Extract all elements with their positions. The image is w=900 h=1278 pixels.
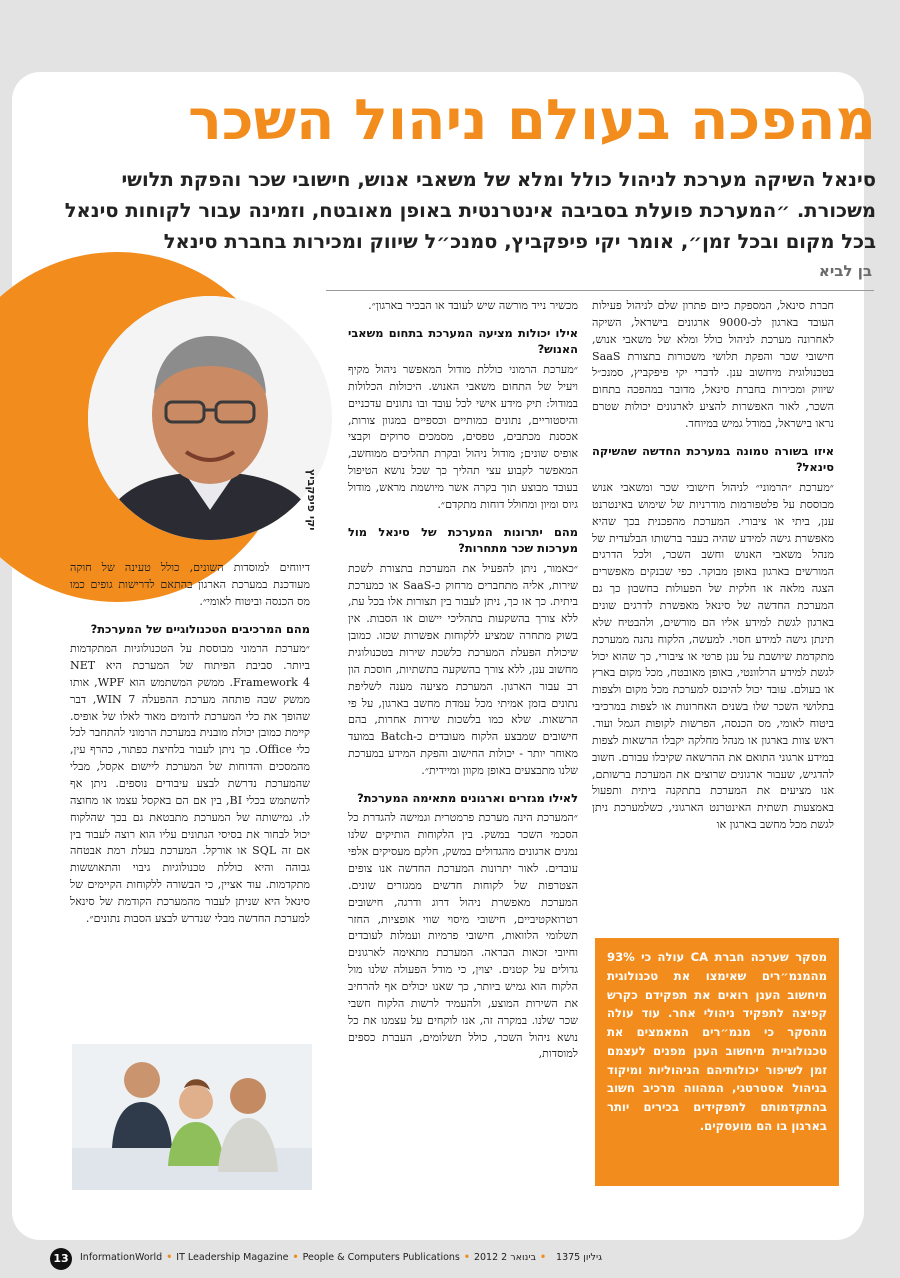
column-middle: [348, 298, 578, 1071]
team-photo: [72, 1044, 312, 1190]
body-paragraph: ״כאמור, ניתן להפעיל את המערכת בתצורת לשכת שירות, אליה מתחברים מרחוק כ-SaaS או כמערכת ביתית. כך או כך, ניתן לעבור בין תצורות אלו בכל עת, ללא צורך בהשקעות בתהליכי יישום או הסבות. אין בשוק מתחרה שמציע ללקוחות אפשרות שכזו. כמובן שיכולת הפעלת המערכת כלשכת שירות בטכנולוגית מחשוב ענן, ללא צורך בהשקעה בתשתיות, חוסכת הון רב עבור הארגון. המערכת מציעה מענה לשליפת נתונים בזמן אמיתי מכל עמדת מחשב בארגון, על פי הרשאות. שלא כמו בלשכות שירות אחרות, בהם חישובים שמבצע הלקוח מעובדים כ-Batch במועד מאוחר יותר - יכולות החישוב והפקת המידע במערכת שלנו מתבצעים באופן מקוון ומיידית״.: [348, 561, 578, 778]
byline: בן לביא: [818, 262, 872, 280]
column-left: [70, 560, 310, 936]
body-paragraph: ״מערכת הרמוני מבוססת על הטכנולוגיות המתקדמות ביותר. סביבת הפיתוח של המערכת היא NET Framework 4. ממשק המשתמש הוא WPF, אותו ממשק שבה פותחה מערכת ההפעלה WIN 7, דבר שהופך את כלי המערכת לדומים מאוד לאלו של אופיס. קיימת כמובן יכולת מובנית במערכת הרמוני להתחבר לכל כלי Office. כך ניתן לעבור בלחיצת כפתור, כהרף עין, מהמסכים והדוחות של המערכת ליישום אקסל, מבלי שהמערכת נדרשת לבצע עיבודים נוספים. ניתן אף להשתמש בכלי BI, בין אם הם באקסל עצמו או מחוצה לו. גמישותה של המערכת מתבטאת גם בכך שהלקוח יכול לבחור את בסיסי הנתונים עליו הוא רוצה לעבוד בין אם זה SQL או אורקל. המערכת בעלת רמת אבטחה גבוהה והיא כוללת טכנולוגיות גיבוי והתאוששות מתקדמות. עוד אציין, כי הבשורה ללקוחות הקיימים של סינאל היא שניתן לעבור מהמערכת הקודמת של סינאל למערכת החדשה מבלי שנדרש לבצע הסבות נתונים״.: [70, 642, 311, 925]
lead-paragraph: סינאל השיקה מערכת לניהול כולל ומלא של משאבי אנוש, חישובי שכר והפקת תלושי משכורת. ״המערכת פועלת בסביבה אינטרנטית באופן מאובטח, וזמינה עבור לקוחות סינאל בכל מקום ובכל זמן״, אומר יקי פיפקביץ, סמנכ״ל שיווק ומכירות בחברת סינאל: [64, 168, 876, 254]
footer-magazine: IT Leadership Magazine: [176, 1252, 289, 1263]
callout-text: מסקר שערכה חברת CA עולה כי 93% מהמנמ״רים שאימצו את טכנולוגית מיחשוב הענן רואים את תפקידם כקרש קפיצה לתפקיד ניהולי אחר. עוד עולה מהסקר כי מנמ״רים המאמצים את טכנולוגיית מיחשוב הענן מפנים לעצמם זמן לשיפור יכולותיהם הניהוליות ומיקוד בניהול אסטרטגי, המהווה מרכיב חשוב בהתקדמותם לתפקידים בכירים יותר בארגון בו הם מועסקים.: [607, 950, 827, 1134]
bullet-icon: •: [292, 1252, 299, 1263]
question-heading: לאילו מגזרים וארגונים מתאימה המערכת?: [357, 790, 578, 805]
portrait-photo: [88, 296, 332, 540]
callout-box: [595, 938, 839, 1186]
bullet-icon: •: [166, 1252, 173, 1263]
divider: [326, 290, 874, 291]
footer-date: 2012 בינואר 2: [473, 1252, 536, 1263]
portrait-illustration: [88, 296, 332, 540]
question-heading: איזו בשורה טמונה במערכת החדשה שהשיקה סינאל?: [592, 443, 834, 475]
column-right: [592, 298, 834, 842]
body-paragraph: ״מערכת ״הרמוני״ לניהול חישובי שכר ומשאבי אנוש מבוססת על פלטפורמות מודרניות של שימוש באינטרנט ענן, ביתי או ציבורי. המערכת מהפכנית בכך שהיא מאפשרת גישה למידע שהיה בעבר ברשותו הבלעדית של מנהל משאבי האנוש וחשב השכר, ולכל הדרגים המורשים בארגון באופן מבוקר. כפי שבנקים מאפשרים הצגה מלאה או חלקית של הפעולות בחשבון כך גם המערכת החדשה של סינאל מאפשרת לדרגים שונים בארגון לגשת למידע אליו הם מורשים, ולהבטיח שלא תינתן גישה למידע חסוי. למעשה, הלקוח נהנה ממערכת מתקדמת שיושבת על ענן פרטי או ציבורי, כך שהוא יכול לגשת למידע הרלוונטי, באופן מאובטח, מכל מקום בארץ או בעולם. עובד יכול להיכנס למערכת מכל מקום ולצפות בתלושי השכר שלו בשנים האחרונות או לצפות במרכיבי ביטוח לאומי, מס הכנסה, הפרשות לקופות הגמל ועוד. ראש צוות בארגון או מנהל מחלקה יקבלו הרשאות לצפות במידע ארגוני התואם את ההרשאה שקיבלו עבורם. חשוב להדגיש, שעבור ארגונים שרוצים את המערכת ברשותם, אנו מציעים את המערכת בתתקנה ביתית ותפעול באמצעות תשתית האינטרנט הארגוני, כשלמערכת ניתן לגשת מכל מחשב בארגון או: [592, 480, 834, 832]
body-paragraph: מכשיר נייד מורשה שיש לעובד או הבכיר בארגון״.: [368, 299, 578, 312]
photo-caption: יקי פיפקביץ: [305, 468, 318, 530]
footer-brand: InformationWorld: [80, 1252, 163, 1263]
body-paragraph: ״מערכת הרמוני כוללת מודול המאפשר ניהול מקיף ויעיל של התחום משאבי האנוש. היכולות הכלולות במודול: תיק מידע אישי לכל עובד ובו נתונים עדכניים והיסטוריים, נתונים כמותיים וכספיים במגוון צורות, אכסנת מכתבים, טפסים, מסמכים סרוקים וקבצי אופיס שונים; מודול ניהול ובקרת תהליכים ממוחשב, המאפשר לקבוע עצי תהליך כך שכל נושא הטיפול בעובד מבוצע תוך בקרה אשר מיושמת מראש, מודול גיוס ומיון ומחולל דוחות מתקדם״.: [348, 362, 578, 511]
body-paragraph: דיווחים למוסדות השונים, כולל טעינה של חוקה מעודכנת במערכת הארגון בהתאם לדרישות גופים כמו מס הכנסה וביטוח לאומי״.: [70, 561, 310, 608]
body-paragraph: חברת סינאל, המספקת כיום פתרון שלם לניהול פעילות העובד בארגון לכ-9000 ארגונים בישראל, השיקה לאחרונה מערכת לניהול כולל ומלא של משאבי אנוש, חישובי שכר והפקת תלושי משכורות בתצורת SaaS בטכנולוגית מיחשוב ענן. לדברי יקי פיפקביץ, סמנכ״ל שיווק ומכירות בחברת סינאל, מדובר במהפכה בתחום השכר, לאור האפשרות להציע לארגונים יכולות שטרם נראו בישראל, במודל גמיש במיוחד.: [592, 299, 835, 431]
question-heading: מהם יתרונות המערכת של סינאל מול מערכות שכר מתחרות?: [348, 524, 578, 556]
team-illustration: [72, 1044, 312, 1190]
footer-credits: [80, 1252, 602, 1263]
page-number: 13: [50, 1248, 72, 1270]
bullet-icon: •: [463, 1252, 470, 1263]
headline: מהפכה בעולם ניהול השכר: [188, 88, 876, 153]
bullet-icon: •: [539, 1252, 547, 1263]
question-heading: אילו יכולות מציעה המערכת בתחום משאבי האנוש?: [348, 325, 578, 357]
footer: [0, 1240, 900, 1278]
question-heading: מהם המרכיבים הטכנולוגיים של המערכת?: [90, 621, 310, 636]
body-paragraph: ״המערכת הינה מערכת פרמטרית וגמישה להגדרת כל הסכמי השכר במשק. בין הלקוחות הותיקים שלנו נמנים ארגונים מהגדולים במשק, חלקם מעסיקים אלפי עובדים. לאור יתרונות המערכת החדשה אנו צופים הצטרפות של לקוחות חדשים ממגזרים שונים. המערכת מאפשרת ניהול דרוג ודרגה, חישובים רטרואקטיביים, חישובי מיסוי שווי אופציות, החזר תשלומי הלוואות, חישובי פרמיות ועמלות לעובדים וחיובי זכאות הבראה. המערכת מתאימה לארגונים גדולים על קטנים. יצוין, כי מודל הפעולה שלנו מול הלקוח הוא גמיש ביותר, כך שאנו יכולים אף להרחיב את השירות המוצע, ולהעמיד לרשות הלקוח חשבי שכר שלנו. במקרה זה, אנו לוקחים על עצמנו את כל נושא ניהול השכר, כולל תשלומים, העברת כספים למוסדות,: [348, 811, 578, 1061]
footer-publisher: People & Computers Publications: [302, 1252, 460, 1263]
footer-issue: גיליון 1375: [556, 1252, 602, 1263]
